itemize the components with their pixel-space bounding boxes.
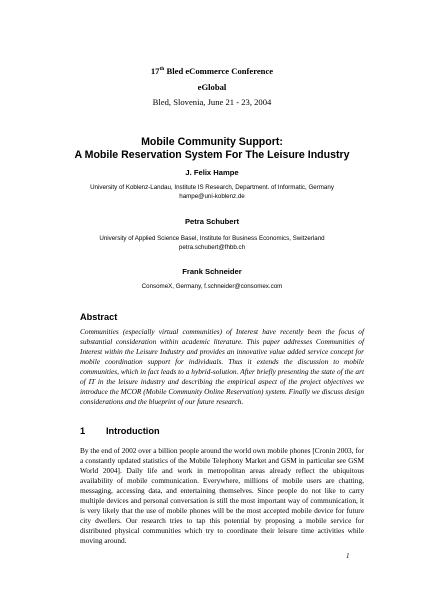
- affiliation-text: University of Koblenz-Landau, Institute IS Research, Department. of Informatic, Germany: [90, 184, 334, 191]
- section-number: 1: [80, 426, 86, 436]
- affiliation-text: University of Applied Science Basel, Institute for Business Economics, Switzerland: [99, 235, 325, 242]
- author-name: J. Felix Hampe: [185, 168, 239, 177]
- conference-title-rest: Bled eCommerce Conference: [164, 66, 274, 76]
- conference-title: [0, 64, 424, 78]
- author-email: petra.schubert@fhbb.ch: [178, 244, 246, 251]
- paper-title-line-2: A Mobile Reservation System For The Leisure Industry: [74, 148, 350, 161]
- conference-ordinal: 17: [150, 66, 160, 76]
- abstract-text: Communities (especially virtual communities) of Interest have recently been the focus of substantial consideration within academic literature. This paper addresses Communities of Interest within the Leisure Industry and provides an innovative value added service concept for mobile coordination support for individuals. Thus it extends the discussion to mobile communities, which in fact leads to a hybrid-solution. After briefly presenting the state of the art of IT in the leisure industry and describing the empirical aspect of the project objectives we introduce the MCOR (Mobile Community Online Reservation) system. Finally we discuss design considerations and the blueprint of our future research.: [80, 327, 364, 407]
- author-affiliation: [0, 183, 424, 201]
- conference-name: eGlobal: [197, 82, 227, 92]
- abstract-heading: Abstract: [80, 312, 118, 322]
- author-email: hampe@uni-koblenz.de: [179, 193, 245, 200]
- paper-title: [0, 136, 424, 161]
- page-number: 1: [346, 552, 350, 560]
- introduction-text: By the end of 2002 over a billion people around the world own mobile phones [Cronin 2003, for a constantly updated statistics of the Mobile Telephony Market and GSM in particular see GSM World 2004]. Daily life and work in metropolitan areas already reflect the ubiquitous availability of mobile communication. Everywhere, millions of mobile users are chatting, messaging, accessing data, and entertaining themselves. Since people do not like to carry multiple devices and personal conversation is still the most important way of communication, it is very likely that the use of mobile phones will be the most accepted mobile device for future city dwellers. Our research tries to tap this potential by proposing a mobile service for distributed physical communities which try to coordinate their leisure time activities while moving around.: [80, 446, 364, 546]
- section-heading-introduction: [80, 425, 160, 437]
- author-name: Petra Schubert: [184, 217, 240, 226]
- author-affiliation: [0, 234, 424, 252]
- conference-ordinal-suffix: th: [159, 66, 165, 72]
- paper-title-line-1: Mobile Community Support:: [141, 136, 283, 148]
- author-affiliation: [0, 282, 424, 291]
- section-title: Introduction: [106, 426, 160, 436]
- affiliation-text: ConsomeX, Germany, f.schneider@consomex.com: [141, 283, 283, 290]
- author-name: Frank Schneider: [182, 267, 242, 276]
- conference-place-date: Bled, Slovenia, June 21 - 23, 2004: [152, 97, 272, 107]
